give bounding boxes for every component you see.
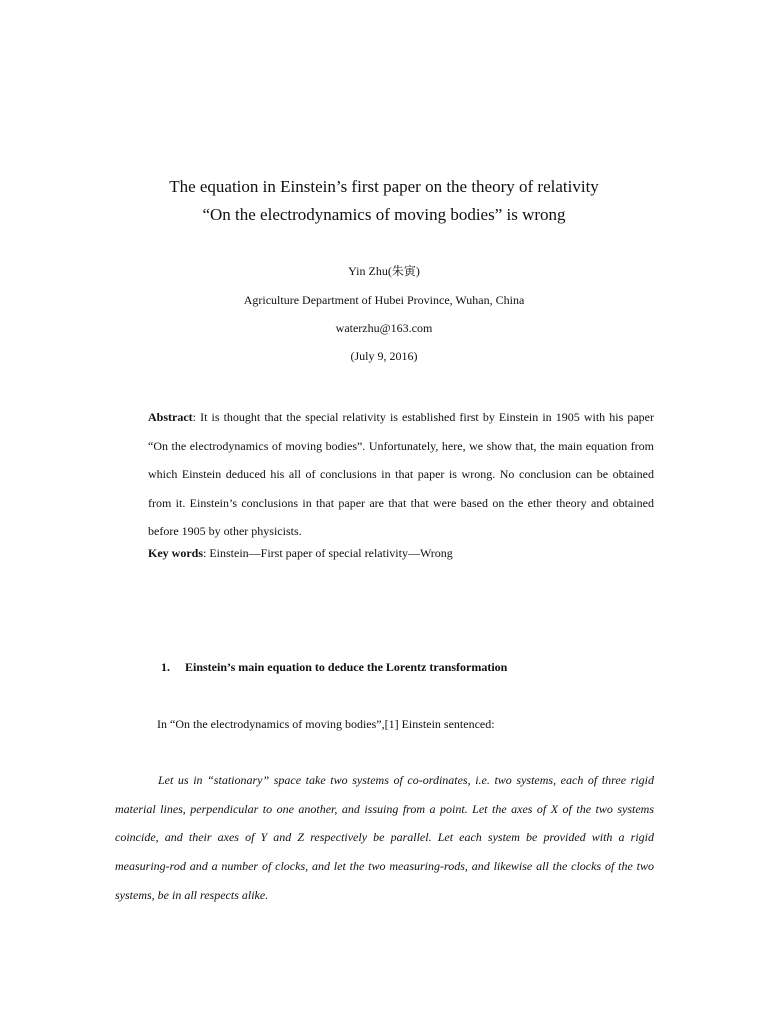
paper-title-line-1: The equation in Einstein’s first paper on the theory of relativity [169,177,599,196]
author-name: Yin Zhu(朱寅) [348,264,420,278]
keywords-label: Key words [148,546,203,560]
abstract-label: Abstract [148,410,193,424]
section-heading [161,659,507,675]
keywords-line [148,545,654,561]
keywords-text: : Einstein—First paper of special relativity—Wrong [203,546,453,560]
abstract-paragraph [148,403,654,546]
quote-intro: In “On the electrodynamics of moving bodies”,[1] Einstein sentenced: [157,717,495,731]
section-number: 1. [161,660,170,674]
author-affiliation: Agriculture Department of Hubei Province, Wuhan, China [243,293,525,307]
einstein-quote: Let us in “stationary” space take two systems of co-ordinates, i.e. two systems, each of three rigid material lines, perpendicular to one another, and issuing from a point. Let the axes of X of the two systems coincide, and their axes of Y and Z respectively be parallel. Let each system be provided with a rigid measuring-rod and a number of clocks, and let the two measuring-rods, and likewise all the clocks of the two systems, be in all respects alike. [115,773,654,902]
paper-title-line-2: “On the electrodynamics of moving bodies” is wrong [202,205,566,224]
author-email: waterzhu@163.com [335,321,433,335]
abstract-text: : It is thought that the special relativity is established first by Einstein in 1905 with his paper “On the electrodynamics of moving bodies”. Unfortunately, here, we show that, the main equation from which Einstein deduced his all of conclusions in that paper is wrong. No conclusion can be obtained from it. Einstein’s conclusions in that paper are that that were based on the ether theory and obtained before 1905 by other physicists. [148,410,654,538]
section-title: Einstein’s main equation to deduce the Lorentz transformation [185,660,508,674]
paper-date: (July 9, 2016) [350,349,418,363]
